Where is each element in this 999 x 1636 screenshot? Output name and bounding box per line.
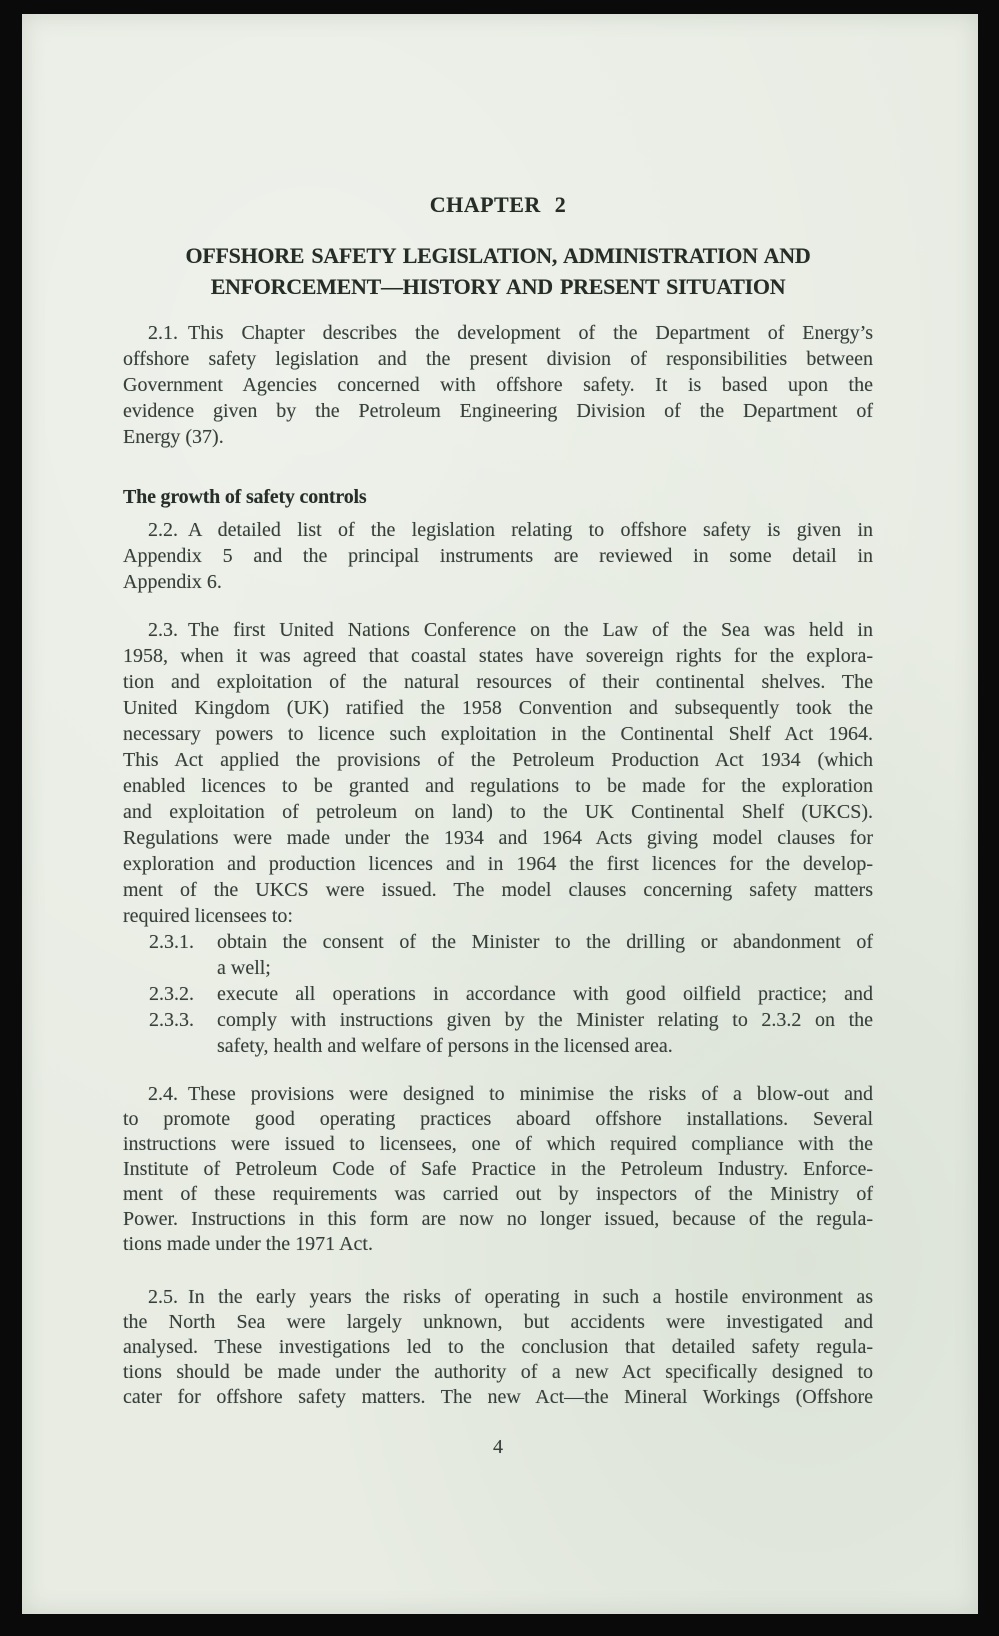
paragraph-2-4 (123, 1082, 873, 1257)
text-line: to promote good operating practices aboard offshore installations. Several (123, 1108, 873, 1130)
text-line: tions should be made under the authority of a new Act specifically designed to (123, 1361, 873, 1383)
text-line: ment of the UKCS were issued. The model clauses concerning safety matters (123, 879, 873, 901)
text-line: Regulations were made under the 1934 and 1964 Acts giving model clauses for (123, 827, 873, 849)
list-item-number: 2.3.2. (149, 983, 194, 1005)
text-line: and exploitation of petroleum on land) to the UK Continental Shelf (UKCS). (123, 801, 873, 823)
text-line: enabled licences to be granted and regulations to be made for the exploration (123, 775, 873, 797)
text-line: instructions were issued to licensees, one of which required compliance with the (123, 1133, 873, 1155)
text-line: ment of these requirements was carried out by inspectors of the Ministry of (123, 1183, 873, 1205)
list-item-text (217, 929, 873, 981)
list-item-text (217, 981, 873, 1007)
chapter-label: CHAPTER 2 (429, 192, 567, 217)
text-line: 2.4. These provisions were designed to minimise the risks of a blow-out and (148, 1083, 873, 1105)
paragraph-2-2 (123, 517, 873, 595)
list-item-number: 2.3.3. (149, 1009, 194, 1031)
text-line: 2.3. The first United Nations Conference on the Law of the Sea was held in (148, 619, 873, 641)
document-title (123, 240, 873, 302)
text-line: obtain the consent of the Minister to the drilling or abandonment of (217, 931, 873, 953)
text-line: cater for offshore safety matters. The new Act—the Mineral Workings (Offshore (123, 1386, 873, 1408)
list-item-text (217, 1007, 873, 1059)
text-line: safety, health and welfare of persons in the licensed area. (217, 1035, 673, 1057)
text-line: This Act applied the provisions of the Petroleum Production Act 1934 (which (123, 749, 873, 771)
text-line: ENFORCEMENT—HISTORY AND PRESENT SITUATION (210, 274, 786, 299)
text-line: comply with instructions given by the Minister relating to 2.3.2 on the (217, 1009, 873, 1031)
paragraph-2-1 (123, 320, 873, 450)
text-line: Institute of Petroleum Code of Safe Practice in the Petroleum Industry. Enforce- (123, 1158, 873, 1180)
text-line: execute all operations in accordance with good oilfield practice; and (217, 983, 873, 1005)
list-item-2-3-3 (123, 1007, 873, 1059)
text-line: Government Agencies concerned with offshore safety. It is based upon the (123, 374, 873, 396)
section-heading-growth-of-safety-controls: The growth of safety controls (123, 486, 367, 508)
text-line: Energy (37). (123, 426, 224, 448)
text-line: the North Sea were largely unknown, but accidents were investigated and (123, 1311, 873, 1333)
text-line: evidence given by the Petroleum Engineering Division of the Department of (123, 400, 873, 422)
page-number: 4 (493, 1436, 503, 1458)
text-line: tions made under the 1971 Act. (123, 1233, 373, 1255)
text-line: necessary powers to licence such exploitation in the Continental Shelf Act 1964. (123, 723, 873, 745)
text-line: 1958, when it was agreed that coastal states have sovereign rights for the explora- (123, 645, 873, 667)
text-line: Appendix 6. (123, 571, 222, 593)
text-line: Appendix 5 and the principal instruments are reviewed in some detail in (123, 545, 873, 567)
text-line: exploration and production licences and in 1964 the first licences for the develop- (123, 853, 873, 875)
text-line: a well; (217, 957, 271, 979)
paper-page (22, 14, 978, 1614)
list-item-number: 2.3.1. (149, 931, 194, 953)
paragraph-2-5 (123, 1285, 873, 1410)
list-item-2-3-2 (123, 981, 873, 1007)
text-line: required licensees to: (123, 905, 293, 927)
list-item-2-3-1 (123, 929, 873, 981)
text-line: tion and exploitation of the natural resources of their continental shelves. The (123, 671, 873, 693)
text-line: 2.1. This Chapter describes the development of the Department of Energy’s (148, 322, 873, 344)
text-line: offshore safety legislation and the present division of responsibilities between (123, 348, 873, 370)
paragraph-2-3 (123, 617, 873, 929)
text-line: 2.5. In the early years the risks of operating in such a hostile environment as (148, 1286, 873, 1308)
text-line: United Kingdom (UK) ratified the 1958 Convention and subsequently took the (123, 697, 873, 719)
text-line: analysed. These investigations led to the conclusion that detailed safety regula- (123, 1336, 873, 1358)
text-line: Power. Instructions in this form are now no longer issued, because of the regula- (123, 1208, 873, 1230)
text-line: 2.2. A detailed list of the legislation relating to offshore safety is given in (148, 519, 873, 541)
text-line: OFFSHORE SAFETY LEGISLATION, ADMINISTRATION AND (185, 243, 811, 268)
